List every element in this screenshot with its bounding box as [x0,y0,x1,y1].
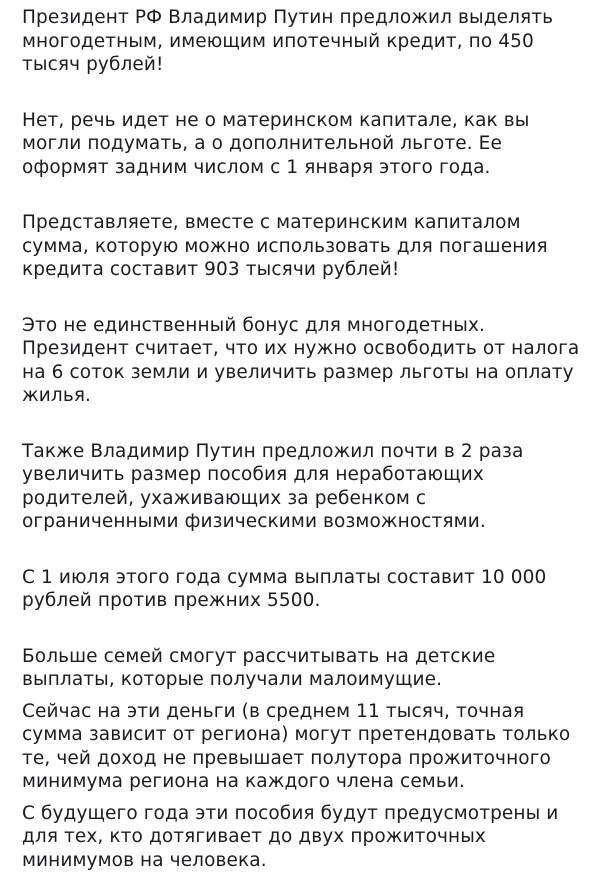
paragraph-next-year: С будущего года эти пособия будут предусмотрены и для тех, кто дотягивает до двух прожиточных минимумов на человека. [22,802,582,872]
paragraph-more-families: Больше семей смогут рассчитывать на детские выплаты, которые получали малоимущие. [22,645,582,692]
paragraph-current-eligibility: Сейчас на эти деньги (в среднем 11 тысяч, точная сумма зависит от региона) могут претендовать только те, чей доход не превышает полутора прожиточного минимума региона на каждого члена семьи. [22,700,582,794]
paragraph-putin-proposal: Президент РФ Владимир Путин предложил выделять многодетным, имеющим ипотечный кредит, по 450 тысяч рублей! [22,6,582,77]
paragraph-additional-benefit: Нет, речь идет не о материнском капитале, как вы могли подумать, а о дополнительной льготе. Ее оформят задним числом с 1 января этого года. [22,109,582,180]
post-body [22,6,582,872]
paragraph-allowance-increase: Также Владимир Путин предложил почти в 2 раза увеличить размер пособия для неработающих родителей, ухаживающих за ребенком с ограниченными физическими возможностями. [22,440,582,534]
paragraph-july-payment: С 1 июля этого года сумма выплаты составит 10 000 рублей против прежних 5500. [22,566,582,613]
paragraph-tax-bonus: Это не единственный бонус для многодетных. Президент считает, что их нужно освободить от налога на 6 соток земли и увеличить размер льготы на оплату жилья. [22,314,582,408]
paragraph-total-sum: Представляете, вместе с материнским капиталом сумма, которую можно использовать для погашения кредита составит 903 тысячи рублей! [22,211,582,282]
